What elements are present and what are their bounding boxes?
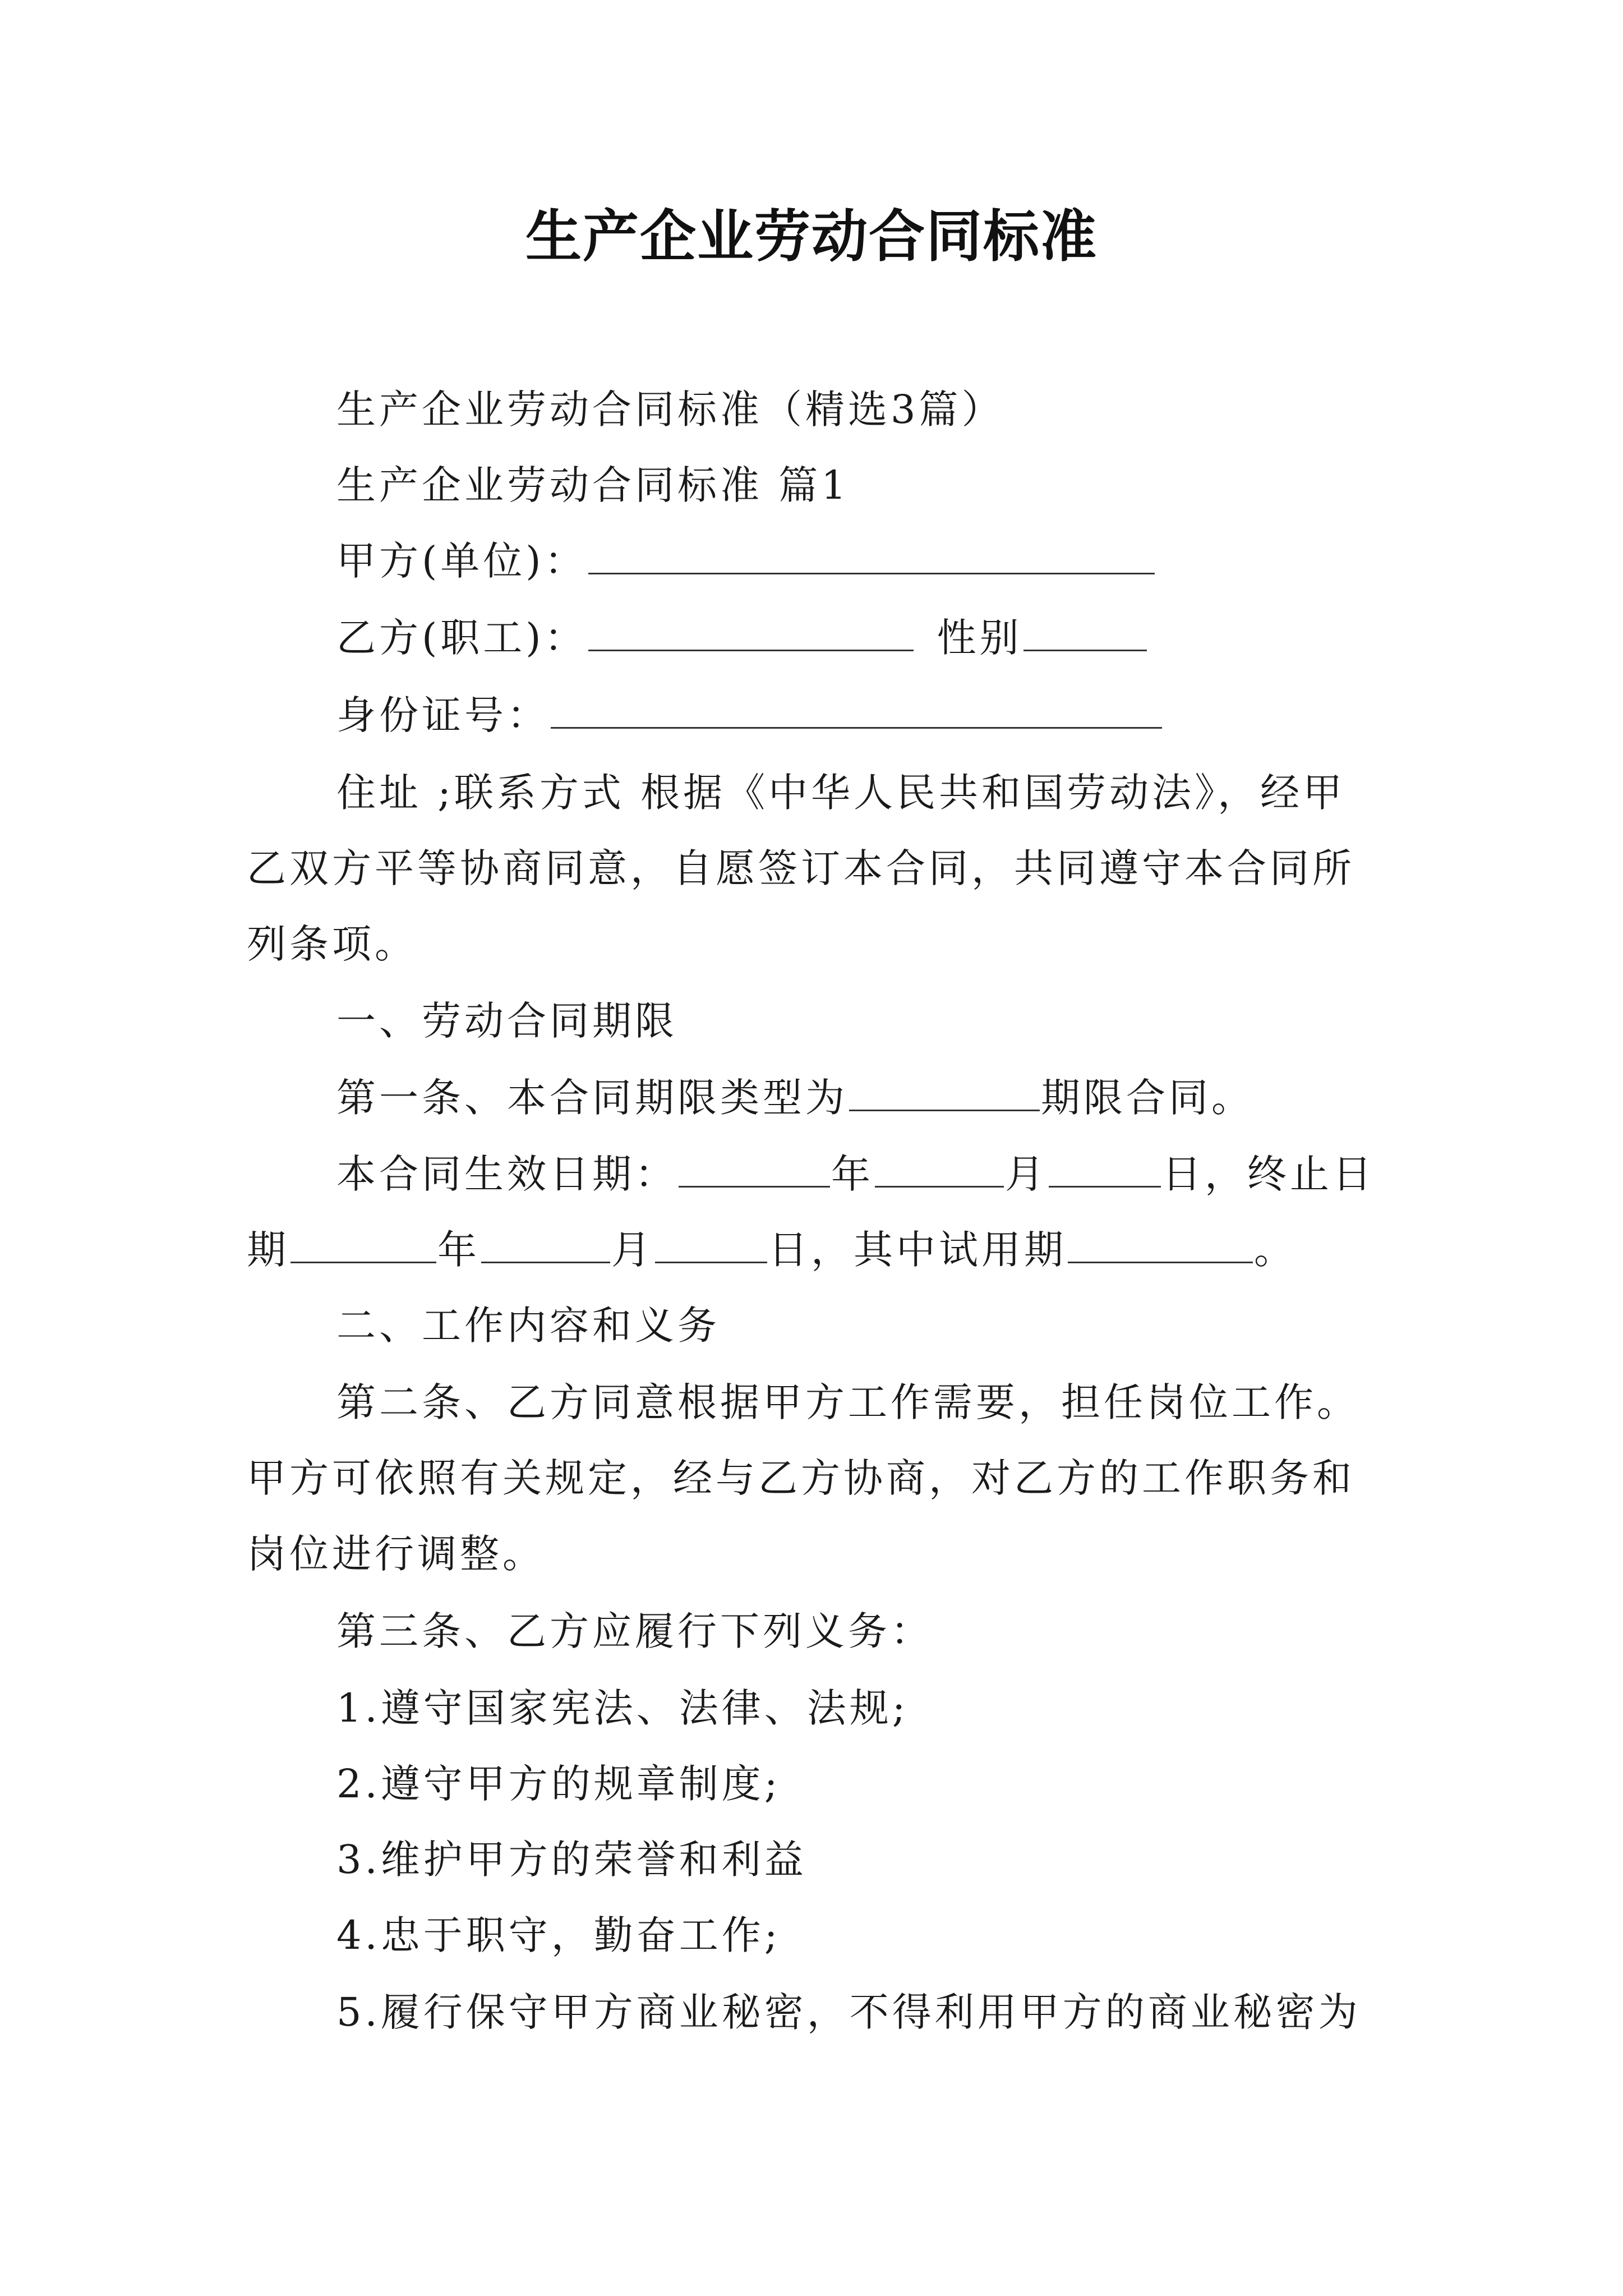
chapter-heading: 生产企业劳动合同标准 篇1 — [336, 462, 850, 508]
end-month-label: 月 — [611, 1227, 654, 1273]
gender-label: 性别 — [937, 615, 1022, 661]
article-2-line-2: 甲方可依照有关规定，经与乙方协商，对乙方的工作职务和 — [247, 1455, 1355, 1501]
subtitle-line: 生产企业劳动合同标准（精选3篇） — [336, 386, 1004, 432]
party-b-label: 乙方(职工)： — [336, 615, 587, 661]
party-b-blank — [588, 615, 914, 651]
intro-line-2: 乙双方平等协商同意，自愿签订本合同，共同遵守本合同所 — [247, 845, 1355, 891]
article-1-suffix: 期限合同。 — [1041, 1075, 1254, 1121]
end-month-blank — [481, 1227, 610, 1263]
duty-item-3: 3.维护甲方的荣誉和利益 — [336, 1837, 807, 1883]
party-a-line — [336, 533, 1156, 589]
gender-blank — [1023, 615, 1147, 651]
year-label: 年 — [831, 1151, 874, 1197]
article-2-line-1: 第二条、乙方同意根据甲方工作需要，担任岗位工作。 — [336, 1379, 1359, 1425]
duty-item-4: 4.忠于职守，勤奋工作; — [336, 1912, 781, 1958]
effective-date-label: 本合同生效日期： — [336, 1151, 677, 1197]
id-number-label: 身份证号： — [336, 692, 550, 738]
party-a-blank — [588, 538, 1155, 574]
term-start-label: 期 — [247, 1227, 289, 1273]
id-number-blank — [551, 692, 1162, 729]
section-2-heading: 二、工作内容和义务 — [336, 1303, 720, 1349]
trial-period-blank — [1068, 1227, 1253, 1263]
article-1-line — [336, 1070, 1254, 1126]
effective-date-line — [336, 1146, 1375, 1202]
party-a-label: 甲方(单位)： — [336, 538, 587, 584]
start-year-blank — [679, 1151, 830, 1188]
start-month-blank — [875, 1151, 1004, 1188]
document-title: 生产企业劳动合同标准 — [525, 204, 1098, 269]
duty-item-5: 5.履行保守甲方商业秘密，不得利用甲方的商业秘密为 — [336, 1989, 1361, 2035]
intro-line-3: 列条项。 — [247, 921, 417, 967]
end-day-blank — [655, 1227, 767, 1263]
start-day-blank — [1049, 1151, 1161, 1188]
end-date-line — [247, 1222, 1297, 1278]
day-end-label: 日，终止日 — [1162, 1151, 1375, 1197]
article-3-heading: 第三条、乙方应履行下列义务： — [336, 1608, 933, 1654]
end-year-label: 年 — [437, 1227, 480, 1273]
section-1-heading: 一、劳动合同期限 — [336, 998, 677, 1044]
duty-item-1: 1.遵守国家宪法、法律、法规; — [336, 1685, 909, 1731]
trial-label: 日，其中试用期 — [768, 1227, 1067, 1273]
period-mark: 。 — [1254, 1227, 1297, 1273]
end-year-blank — [291, 1227, 436, 1263]
duty-item-2: 2.遵守甲方的规章制度; — [336, 1761, 781, 1807]
intro-line-1: 住址 ;联系方式 根据《中华人民共和国劳动法》，经甲 — [336, 770, 1346, 816]
party-b-line — [336, 610, 1148, 666]
contract-type-blank — [849, 1075, 1040, 1111]
article-1-text: 第一条、本合同期限类型为 — [336, 1075, 848, 1121]
article-2-line-3: 岗位进行调整。 — [247, 1531, 545, 1577]
id-number-line — [336, 687, 1163, 743]
month-label: 月 — [1005, 1151, 1048, 1197]
